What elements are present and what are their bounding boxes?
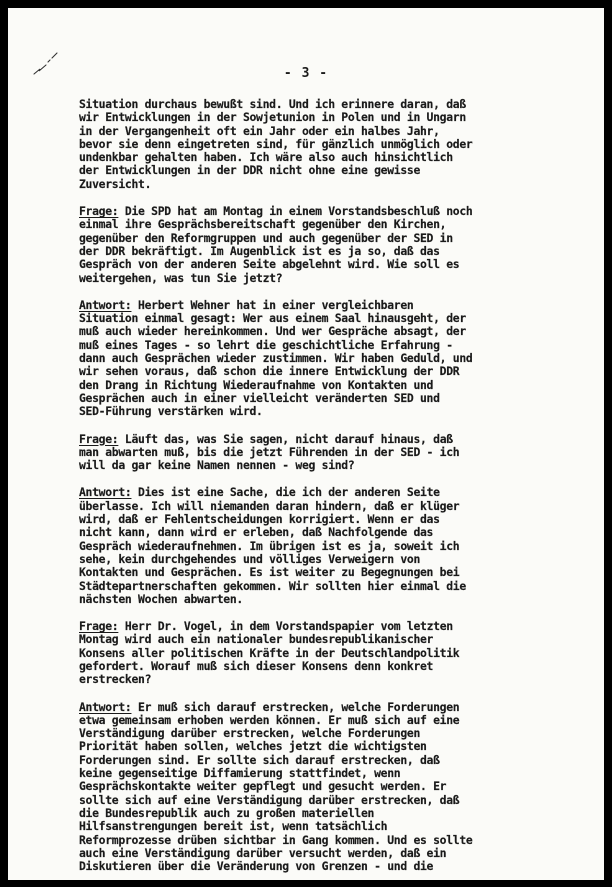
document-body: [79, 98, 587, 880]
line-text: Gespräch von der anderen Seite abgelehnt wird. Wie soll es: [79, 257, 460, 272]
line-text: erstrecken?: [79, 672, 152, 687]
line-text: etwa gemeinsam erhoben werden können. Er muß sich auf eine: [79, 712, 460, 727]
line-text: gegenüber den Reformgruppen und auch gegenüber der SED in: [79, 230, 453, 245]
text-line: [79, 125, 587, 138]
speaker-label: Antwort:: [79, 297, 132, 312]
line-text: Gesprächen auch in einer vielleicht veränderten SED und: [79, 390, 440, 405]
line-text: wird, daß er Fehlentscheidungen korrigiert. Wenn er das: [79, 512, 440, 527]
line-text: Gesprächskontakte weiter gepflegt und gesucht werden. Er: [79, 779, 447, 794]
line-text: Montag wird auch ein nationaler bundesrepublikanischer: [79, 632, 434, 647]
text-line: [79, 486, 587, 499]
line-text: auch eine Verständigung darüber versucht werden, daß ein: [79, 845, 447, 860]
speaker-label: Antwort:: [79, 485, 132, 500]
line-text: Er muß sich darauf erstrecken, welche Forderungen: [131, 699, 460, 714]
line-text: in der Vergangenheit oft ein Jahr oder ein halbes Jahr,: [79, 123, 440, 138]
text-line: [79, 593, 587, 606]
text-line: [79, 365, 587, 378]
line-text: Die SPD hat am Montag in einem Vorstandsbeschluß noch: [118, 204, 473, 219]
line-text: Gespräch wiederaufnehmen. Im übrigen ist es ja, soweit ich: [79, 538, 460, 553]
line-text: nicht kann, dann wird er erleben, daß Nachfolgende das: [79, 525, 434, 540]
text-line: [79, 860, 587, 873]
line-text: man abwarten muß, bis die jetzt Führenden in der SED - ich: [79, 444, 460, 459]
text-line: [79, 232, 587, 245]
line-text: gefordert. Worauf muß sich dieser Konsens denn konkret: [79, 658, 434, 673]
speaker-label: Antwort:: [79, 699, 132, 714]
text-line: [79, 794, 587, 807]
line-text: den Drang in Richtung Wiederaufnahme von Kontakten und: [79, 377, 434, 392]
line-text: einmal ihre Gesprächsbereitschaft gegenüber den Kirchen,: [79, 217, 447, 232]
question-paragraph: [79, 205, 587, 285]
document-page: [8, 8, 604, 880]
line-text: der Entwicklungen in der DDR nicht ohne eine gewisse: [79, 163, 421, 178]
line-text: Forderungen sind. Er sollte sich darauf erstrecken, daß: [79, 752, 440, 767]
line-text: sehe, kein durchgehendes und völliges Verweigern von: [79, 551, 421, 566]
text-line: [79, 433, 587, 446]
line-text: sollte sich auf eine Verständigung darüber erstrecken, daß: [79, 792, 460, 807]
text-line: [79, 820, 587, 833]
line-text: die Bundesrepublik auch zu großen materiellen: [79, 805, 375, 820]
text-line: [79, 526, 587, 539]
line-text: Reformprozesse drüben sichtbar in Gang kommen. Und es sollte: [79, 832, 473, 847]
text-line: [79, 834, 587, 847]
line-text: dann auch Gesprächen wieder zustimmen. Wir haben Geduld, und: [79, 351, 473, 366]
line-text: Herr Dr. Vogel, in dem Vorstandspapier vom letzten: [118, 619, 453, 634]
speaker-label: Frage:: [79, 204, 119, 219]
line-text: Priorität haben sollen, welches jetzt die wichtigsten: [79, 739, 427, 754]
line-text: Diskutieren über die Veränderung von Grenzen - und die: [79, 859, 434, 874]
line-text: Situation einmal gesagt: Wer aus einem Saal hinausgeht, der: [79, 311, 466, 326]
text-line: [79, 379, 587, 392]
line-text: undenkbar gehalten haben. Ich wäre also auch hinsichtlich: [79, 150, 453, 165]
line-text: nächsten Wochen abwarten.: [79, 591, 243, 606]
text-line: [79, 701, 587, 714]
text-line: [79, 647, 587, 660]
question-paragraph: [79, 620, 587, 686]
text-line: [79, 178, 587, 191]
line-text: will da gar keine Namen nennen - weg sind?: [79, 458, 355, 473]
line-text: Läuft das, was Sie sagen, nicht darauf hinaus, daß: [118, 431, 453, 446]
text-line: [79, 272, 587, 285]
text-line: [79, 325, 587, 338]
line-text: überlasse. Ich will niemanden daran hindern, daß er klüger: [79, 498, 460, 513]
speaker-label: Frage:: [79, 431, 119, 446]
line-text: muß eines Tages - so lehrt die geschichtliche Erfahrung -: [79, 337, 453, 352]
line-text: muß auch wieder hereinkommen. Und wer Gespräche absagt, der: [79, 324, 466, 339]
line-text: der DDR bekräftigt. Im Augenblick ist es ja so, daß das: [79, 243, 440, 258]
text-line: [79, 111, 587, 124]
text-line: [79, 633, 587, 646]
answer-paragraph: [79, 299, 587, 419]
line-text: weitergehen, was tun Sie jetzt?: [79, 270, 283, 285]
line-text: bevor sie denn eingetreten sind, für gänzlich unmöglich oder: [79, 136, 473, 151]
speaker-label: Frage:: [79, 619, 119, 634]
text-line: [79, 780, 587, 793]
line-text: Hilfsanstrengungen bereit ist, wenn tatsächlich: [79, 819, 388, 834]
line-text: Konsens aller politischen Kräfte in der Deutschlandpolitik: [79, 645, 460, 660]
line-text: Städtepartnerschaften gekommen. Wir sollten hier einmal die: [79, 578, 466, 593]
text-line: [79, 566, 587, 579]
answer-paragraph: [79, 701, 587, 874]
text-line: [79, 673, 587, 686]
line-text: keine gegenseitige Diffamierung stattfindet, wenn: [79, 766, 401, 781]
text-line: [79, 580, 587, 593]
line-text: wir sehen voraus, daß schon die innere Entwicklung der DDR: [79, 364, 460, 379]
text-line: [79, 164, 587, 177]
text-line: [79, 740, 587, 753]
text-line: [79, 218, 587, 231]
answer-paragraph: [79, 486, 587, 606]
text-line: [79, 258, 587, 271]
line-text: Dies ist eine Sache, die ich der anderen Seite: [131, 485, 440, 500]
line-text: SED-Führung verstärken wird.: [79, 404, 263, 419]
text-line: [79, 540, 587, 553]
line-text: Kontakten und Gesprächen. Es ist weiter zu Begegnungen bei: [79, 565, 460, 580]
text-line: [79, 405, 587, 418]
line-text: Zuversicht.: [79, 176, 152, 191]
text-paragraph: [79, 98, 587, 191]
line-text: Herbert Wehner hat in einer vergleichbaren: [131, 297, 414, 312]
question-paragraph: [79, 433, 587, 473]
line-text: Verständigung darüber erstrecken, welche Forderungen: [79, 726, 421, 741]
page-number: - 3 -: [283, 66, 329, 81]
text-line: [79, 660, 587, 673]
line-text: Situation durchaus bewußt sind. Und ich erinnere daran, daß: [79, 97, 466, 111]
line-text: wir Entwicklungen in der Sowjetunion in Polen und in Ungarn: [79, 110, 466, 125]
text-line: [79, 459, 587, 472]
